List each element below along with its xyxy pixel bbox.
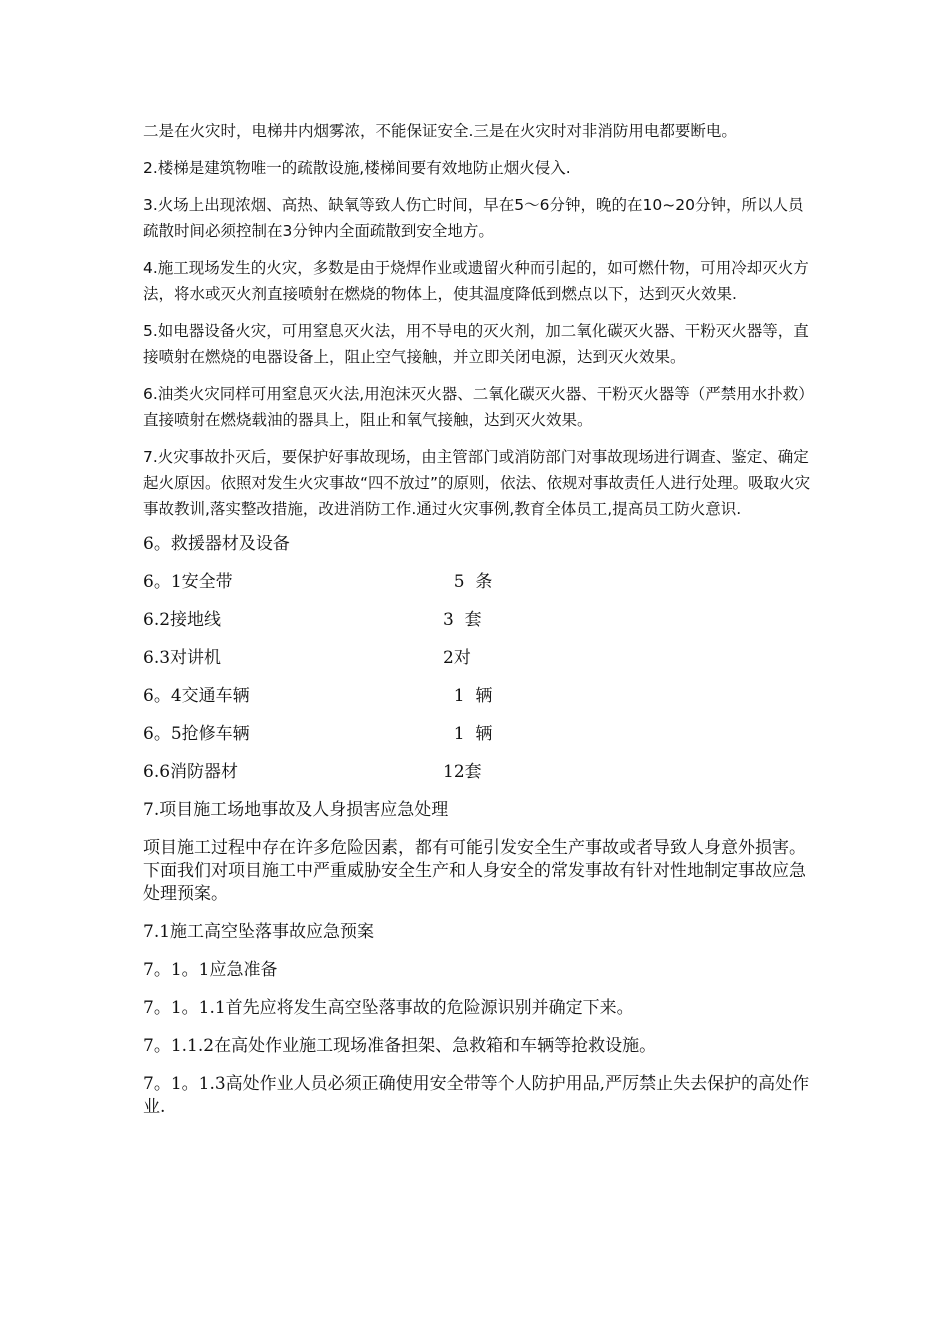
- document-page: [143, 118, 815, 1119]
- equipment-row: [143, 571, 815, 594]
- equipment-row: [143, 761, 815, 784]
- equipment-qty: 12套: [443, 762, 482, 782]
- fire-safety-section: [143, 118, 815, 522]
- paragraph: 6.油类火灾同样可用窒息灭火法,用泡沫灭火器、二氧化碳灭火器、干粉灭火器等（严禁用水扑救）直接喷射在燃烧载油的器具上，阻止和氧气接触，达到灭火效果。: [143, 385, 814, 429]
- accident-response-section: [143, 799, 815, 1119]
- equipment-qty: 3 套: [443, 610, 482, 630]
- equipment-qty: 1 辆: [443, 724, 493, 744]
- equipment-qty: 2对: [443, 648, 471, 668]
- subsection-heading: 7。1。1应急准备: [143, 960, 278, 980]
- paragraph: 4.施工现场发生的火灾，多数是由于烧焊作业或遗留火种而引起的，如可燃什物，可用冷却灭火方法，将水或灭火剂直接喷射在燃烧的物体上，使其温度降低到燃点以下，达到灭火效果.: [143, 259, 809, 303]
- paragraph: 2.楼梯是建筑物唯一的疏散设施,楼梯间要有效地防止烟火侵入.: [143, 159, 571, 177]
- equipment-name: 6。4交通车辆: [143, 686, 250, 706]
- equipment-row: [143, 609, 815, 632]
- equipment-qty: 5 条: [443, 572, 493, 592]
- equipment-row: [143, 685, 815, 708]
- equipment-name: 6.2接地线: [143, 610, 222, 630]
- paragraph: 7。1。1.1首先应将发生高空坠落事故的危险源识别并确定下来。: [143, 998, 634, 1018]
- equipment-name: 6。5抢修车辆: [143, 724, 250, 744]
- section-heading: 6。救援器材及设备: [143, 534, 290, 554]
- paragraph: 7.火灾事故扑灭后，要保护好事故现场，由主管部门或消防部门对事故现场进行调查、鉴定、确定起火原因。依照对发生火灾事故“四不放过”的原则，依法、依规对事故责任人进行处理。吸取火灾事故教训,落实整改措施，改进消防工作.通过火灾事例,教育全体员工,提高员工防火意识.: [143, 448, 811, 518]
- paragraph: 项目施工过程中存在许多危险因素，都有可能引发安全生产事故或者导致人身意外损害。下面我们对项目施工中严重威胁安全生产和人身安全的常发事故有针对性地制定事故应急处理预案。: [143, 838, 806, 904]
- equipment-row: [143, 723, 815, 746]
- subsection-heading: 7.1施工高空坠落事故应急预案: [143, 922, 375, 942]
- equipment-name: 6。1安全带: [143, 572, 233, 592]
- section-heading: 7.项目施工场地事故及人身损害应急处理: [143, 800, 449, 820]
- paragraph: 二是在火灾时，电梯井内烟雾浓，不能保证安全.三是在火灾时对非消防用电都要断电。: [143, 122, 737, 140]
- equipment-row: [143, 647, 815, 670]
- paragraph: 3.火场上出现浓烟、高热、缺氧等致人伤亡时间，早在5～6分钟，晚的在10~20分钟，所以人员疏散时间必须控制在3分钟内全面疏散到安全地方。: [143, 196, 804, 240]
- equipment-qty: 1 辆: [443, 686, 493, 706]
- equipment-name: 6.3对讲机: [143, 648, 222, 668]
- paragraph: 5.如电器设备火灾，可用窒息灭火法，用不导电的灭火剂，加二氧化碳灭火器、干粉灭火器等，直接喷射在燃烧的电器设备上，阻止空气接触，并立即关闭电源，达到灭火效果。: [143, 322, 809, 366]
- equipment-section: [143, 533, 815, 784]
- paragraph: 7。1.1.2在高处作业施工现场准备担架、急救箱和车辆等抢救设施。: [143, 1036, 657, 1056]
- paragraph: 7。1。1.3高处作业人员必须正确使用安全带等个人防护用品,严厉禁止失去保护的高处作业.: [143, 1074, 810, 1117]
- equipment-name: 6.6消防器材: [143, 762, 239, 782]
